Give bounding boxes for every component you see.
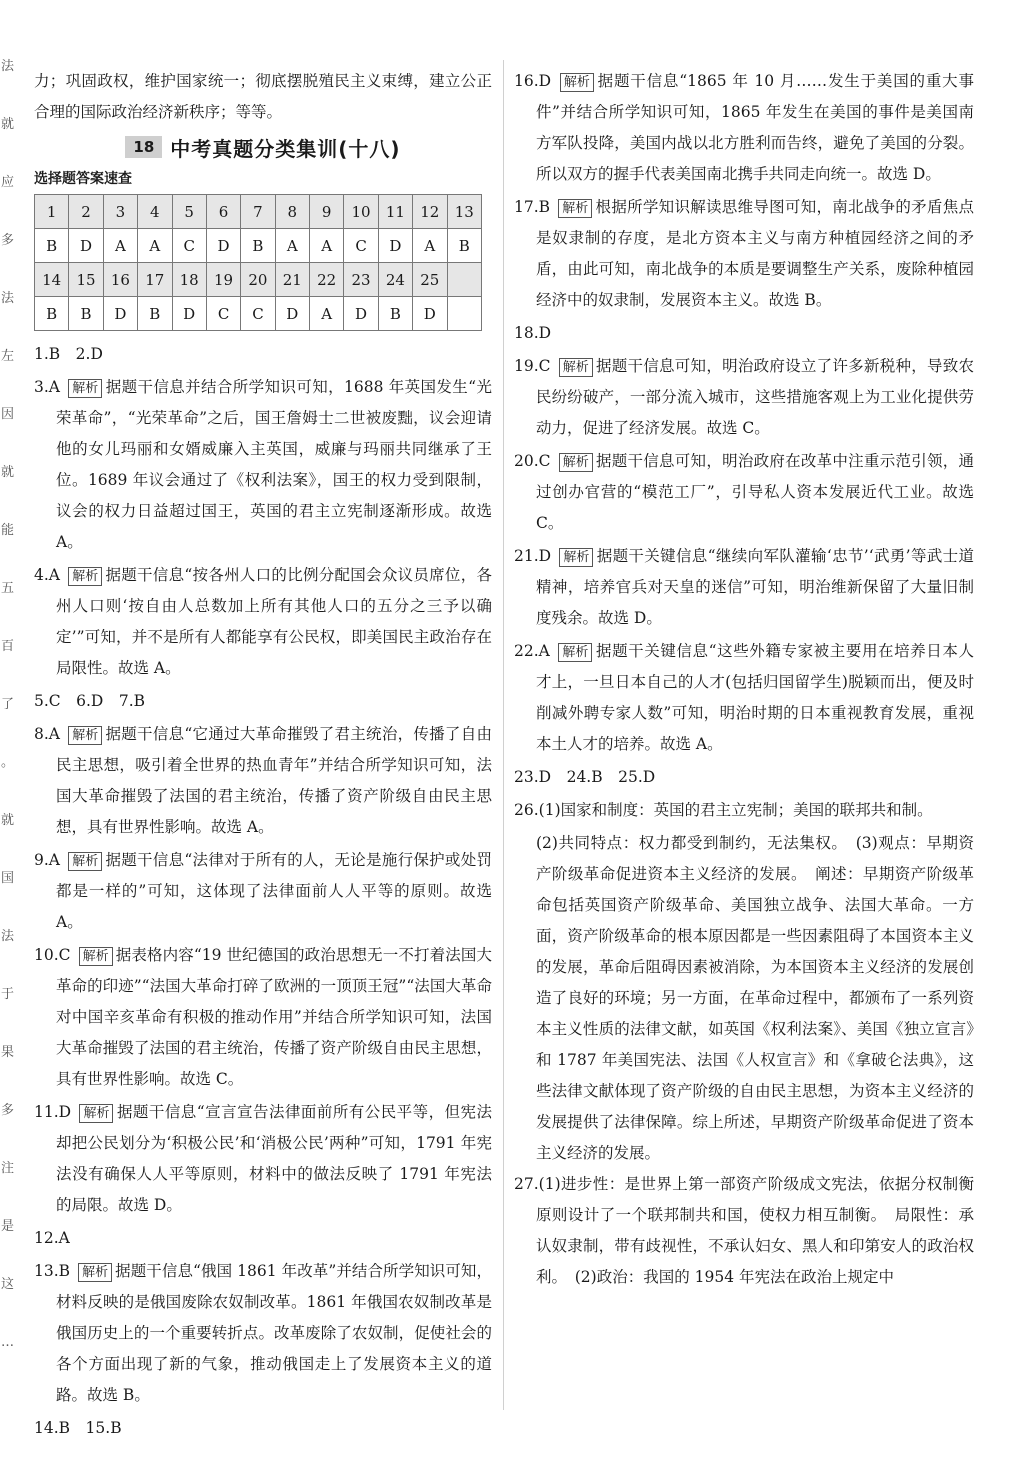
margin-char: 多 — [1, 233, 15, 248]
question-number-cell: 4 — [138, 195, 172, 229]
right-column — [514, 66, 974, 1295]
answer-key: 19.C — [514, 357, 551, 375]
right-answer-list — [514, 66, 974, 1293]
answer-key: 22.A — [514, 642, 550, 660]
answer-key: 21.D — [514, 547, 552, 565]
question-number-cell: 23 — [344, 263, 378, 297]
answer-table — [34, 194, 482, 331]
answer-key: 14.B 15.B — [34, 1419, 122, 1437]
margin-char: 五 — [1, 581, 15, 596]
margin-char: 是 — [1, 1219, 15, 1234]
answer-cell: A — [310, 297, 344, 331]
margin-char: 因 — [1, 407, 15, 422]
analysis-tag: 解析 — [68, 567, 102, 586]
question-number-cell: 18 — [172, 263, 206, 297]
answer-explanation: 根据所学知识解读思维导图可知，南北战争的矛盾焦点是奴隶制的存度，是北方资本主义与南方种植园经济之间的矛盾，由此可知，南北战争的本质是要调整生产关系，废除种植园经济中的奴隶制，发展资本主义。故选 B。 — [536, 198, 974, 309]
answer-key: 17.B — [514, 198, 551, 216]
left-answer-list — [34, 339, 492, 1444]
answer-item — [514, 66, 974, 190]
margin-char: 多 — [1, 1103, 15, 1118]
margin-char: 就 — [1, 117, 15, 132]
answer-cell: B — [378, 297, 412, 331]
answer-explanation: 据题干信息并结合所学知识可知，1688 年英国发生“光荣革命”，“光荣革命”之后，国王詹姆士二世被废黜，议会迎请他的女儿玛丽和女婿威廉入主英国，威廉与玛丽共同继承了王位。1689 年议会通过了《权利法案》，国王的权力受到限制，议会的权力日益超过国王，英国的君主立宪制逐渐形成。故选 A。 — [56, 378, 492, 551]
answer-cell: A — [413, 229, 447, 263]
question-number-cell: 2 — [69, 195, 103, 229]
answer-item — [514, 1169, 974, 1293]
question-number-cell: 24 — [378, 263, 412, 297]
left-margin-bleed — [0, 60, 14, 1420]
answer-explanation: 据题干信息“俄国 1861 年改革”并结合所学知识可知，材料反映的是俄国废除农奴制改革。1861 年俄国农奴制改革是俄国历史上的一个重要转折点。改革废除了农奴制，促使社会的各个方面出现了新的气象，推动俄国走上了发展资本主义的道路。故选 B。 — [56, 1262, 492, 1404]
margin-char: 应 — [1, 175, 15, 190]
answer-cell: A — [103, 229, 137, 263]
answer-key: 3.A — [34, 378, 60, 396]
answer-cell: D — [344, 297, 378, 331]
answer-key: 10.C — [34, 946, 71, 964]
answer-explanation: 据题干信息“按各州人口的比例分配国会众议员席位，各州人口则‘按自由人总数加上所有其他人口的五分之三予以确定’”可知，并不是所有人都能享有公民权，即美国民主政治存在局限性。故选 A。 — [56, 566, 492, 677]
answer-table-label: 选择题答案速查 — [34, 171, 132, 187]
margin-char: 法 — [1, 291, 15, 306]
answer-key: 13.B — [34, 1262, 71, 1280]
question-number-cell: 16 — [103, 263, 137, 297]
answer-item — [514, 541, 974, 634]
answer-item — [514, 795, 974, 826]
answer-cell: D — [103, 297, 137, 331]
margin-char: … — [1, 1335, 14, 1350]
answer-item — [34, 560, 492, 684]
question-number-cell: 21 — [275, 263, 309, 297]
answer-explanation: 据题干信息“1865 年 10 月……发生于美国的重大事件”并结合所学知识可知，1865 年发生在美国的事件是美国南方军队投降，美国内战以北方胜利而告终，避免了美国的分裂。所以双方的握手代表美国南北携手共同走向统一。故选 D。 — [536, 72, 974, 183]
question-number-cell — [447, 263, 482, 297]
margin-char: 就 — [1, 813, 15, 828]
question-number-cell: 3 — [103, 195, 137, 229]
answer-item — [34, 1413, 492, 1444]
question-number-cell: 1 — [35, 195, 69, 229]
margin-char: 于 — [1, 987, 15, 1002]
answer-item — [514, 351, 974, 444]
section-header — [34, 132, 492, 162]
analysis-tag: 解析 — [558, 199, 592, 218]
answer-explanation: 据题干信息“它通过大革命摧毁了君主统治，传播了自由民主思想，吸引着全世界的热血青年”并结合所学知识可知，法国大革命摧毁了法国的君主统治，传播了资产阶级自由民主思想，具有世界性影响。故选 A。 — [56, 725, 492, 836]
answer-cell: A — [275, 229, 309, 263]
analysis-tag: 解析 — [79, 1104, 113, 1123]
answer-cell: A — [138, 229, 172, 263]
question-number-cell: 11 — [378, 195, 412, 229]
question-number-cell: 9 — [310, 195, 344, 229]
question-number-cell: 7 — [241, 195, 275, 229]
question-number-cell: 6 — [206, 195, 240, 229]
answer-cell: D — [275, 297, 309, 331]
answer-cell: C — [344, 229, 378, 263]
answer-explanation: 据题干关键信息“继续向军队灌输‘忠节’‘武勇’等武士道精神，培养官兵对天皇的迷信”可知，明治维新保留了大量旧制度残余。故选 D。 — [536, 547, 974, 627]
answer-item — [514, 762, 974, 793]
answer-cell: B — [447, 229, 482, 263]
answer-explanation: 据题干关键信息“这些外籍专家被主要用在培养日本人才上，一旦日本自己的人才(包括归国留学生)脱颖而出，便及时削减外聘专家人数”可知，明治时期的日本重视教育发展，重视本土人才的培养。故选 A。 — [536, 642, 974, 753]
question-number-cell: 15 — [69, 263, 103, 297]
answer-cell: B — [35, 297, 69, 331]
margin-char: 法 — [1, 59, 15, 74]
answer-item — [34, 845, 492, 938]
analysis-tag: 解析 — [68, 852, 102, 871]
margin-char: 百 — [1, 639, 15, 654]
margin-char: 法 — [1, 929, 15, 944]
answer-key: 11.D — [34, 1103, 72, 1121]
answer-cell: B — [69, 297, 103, 331]
answer-key: 26. — [514, 801, 539, 819]
answer-key: 12.A — [34, 1229, 70, 1247]
answer-item — [34, 1097, 492, 1221]
answer-cell: D — [69, 229, 103, 263]
analysis-tag: 解析 — [79, 947, 113, 966]
answer-item — [34, 1256, 492, 1411]
analysis-tag: 解析 — [559, 358, 593, 377]
answer-key: 27. — [514, 1175, 539, 1193]
answer-item — [514, 318, 974, 349]
answer-cell: D — [413, 297, 447, 331]
answer-cell: D — [206, 229, 240, 263]
answer-explanation: 据题干信息可知，明治政府在改革中注重示范引领，通过创办官营的“模范工厂”，引导私人资本发展近代工业。故选 C。 — [536, 452, 974, 532]
analysis-tag: 解析 — [68, 379, 102, 398]
answer-key: 16.D — [514, 72, 552, 90]
answer-explanation: (1)国家和制度：英国的君主立宪制；美国的联邦共和制。 — [538, 801, 933, 819]
margin-char: 这 — [1, 1277, 15, 1292]
question-number-cell: 5 — [172, 195, 206, 229]
answer-subpart: (2)共同特点：权力都受到制约，无法集权。 (3)观点：早期资产阶级革命促进资本主义经济的发展。 阐述：早期资产阶级革命包括英国资产阶级革命、美国独立战争、法国大革命。一方面，资产阶级革命的根本原因都是一些因素阻碍了本国资本主义的发展，革命后阻碍因素被消除，为本国资本主义经济的发展创造了良好的环境；另一方面，在革命过程中，都颁布了一系列资本主义性质的法律文献，如英国《权利法案》、美国《独立宣言》和 1787 年美国宪法、法国《人权宣言》和《拿破仑法典》，这些法律文献体现了资产阶级的自由民主思想，为资本主义经济的发展提供了法律保障。综上所述，早期资产阶级革命促进了资本主义经济的发展。 — [536, 834, 974, 1162]
answer-item — [34, 339, 492, 370]
question-number-cell: 13 — [447, 195, 482, 229]
question-number-cell: 10 — [344, 195, 378, 229]
analysis-tag: 解析 — [559, 453, 593, 472]
answer-explanation: 据题干信息“宣言宣告法律面前所有公民平等，但宪法却把公民划分为‘积极公民’和‘消极公民’两种”可知，1791 年宪法没有确保人人平等原则，材料中的做法反映了 1791 年宪法的局限。故选 D。 — [56, 1103, 492, 1214]
analysis-tag: 解析 — [559, 548, 593, 567]
section-number: 18 — [125, 136, 162, 158]
answer-key: 4.A — [34, 566, 60, 584]
answer-cell: C — [206, 297, 240, 331]
answer-item — [514, 636, 974, 760]
analysis-tag: 解析 — [78, 1263, 112, 1282]
margin-char: 左 — [1, 349, 15, 364]
answer-cell: B — [35, 229, 69, 263]
margin-char: 了 — [1, 697, 15, 712]
answer-row — [35, 229, 482, 263]
answer-key: 20.C — [514, 452, 551, 470]
answer-cell: C — [241, 297, 275, 331]
answer-cell: D — [172, 297, 206, 331]
answer-key: 1.B 2.D — [34, 345, 103, 363]
margin-char: 果 — [1, 1045, 15, 1060]
continued-answer: 力；巩固政权，维护国家统一；彻底摆脱殖民主义束缚，建立公正合理的国际政治经济新秩序；等等。 — [34, 72, 492, 121]
margin-char: 注 — [1, 1161, 15, 1176]
answer-explanation: 据题干信息“法律对于所有的人，无论是施行保护或处罚都是一样的”可知，这体现了法律面前人人平等的原则。故选 A。 — [56, 851, 492, 931]
answer-item — [34, 940, 492, 1095]
answer-item — [34, 719, 492, 843]
question-number-row — [35, 195, 482, 229]
left-column — [34, 66, 492, 1446]
section-title: 中考真题分类集训(十八) — [170, 136, 401, 161]
answer-cell: A — [310, 229, 344, 263]
answer-key: 5.C 6.D 7.B — [34, 692, 146, 710]
answer-explanation: 据题干信息可知，明治政府设立了许多新税种，导致农民纷纷破产，一部分流入城市，这些措施客观上为工业化提供劳动力，促进了经济发展。故选 C。 — [536, 357, 974, 437]
answer-cell: C — [172, 229, 206, 263]
margin-char: 就 — [1, 465, 15, 480]
question-number-cell: 12 — [413, 195, 447, 229]
margin-char: 能 — [1, 523, 15, 538]
margin-char: 国 — [1, 871, 15, 886]
question-number-cell: 22 — [310, 263, 344, 297]
analysis-tag: 解析 — [68, 726, 102, 745]
answer-explanation: 据表格内容“19 世纪德国的政治思想无一不打着法国大革命的印迹”“法国大革命打碎了欧洲的一顶顶王冠”“法国大革命对中国辛亥革命有积极的推动作用”并结合所学知识可知，法国大革命摧毁了法国的君主统治，传播了资产阶级自由民主思想，具有世界性影响。故选 C。 — [56, 946, 492, 1088]
question-number-cell: 20 — [241, 263, 275, 297]
answer-cell: D — [378, 229, 412, 263]
question-number-row — [35, 263, 482, 297]
answer-key: 18.D — [514, 324, 552, 342]
answer-item — [514, 446, 974, 539]
answer-key: 23.D 24.B 25.D — [514, 768, 656, 786]
answer-row — [35, 297, 482, 331]
answer-item — [34, 372, 492, 558]
answer-explanation: (1)进步性：是世界上第一部资产阶级成文宪法，依据分权制衡原则设计了一个联邦制共和国，使权力相互制衡。 局限性：承认奴隶制，带有歧视性，不承认妇女、黑人和印第安人的政治权利。 (2)政治：我国的 1954 年宪法在政治上规定中 — [536, 1175, 974, 1286]
answer-item — [514, 192, 974, 316]
answer-item — [34, 1223, 492, 1254]
question-number-cell: 25 — [413, 263, 447, 297]
answer-key: 8.A — [34, 725, 60, 743]
answer-item — [34, 686, 492, 717]
question-number-cell: 19 — [206, 263, 240, 297]
margin-char: 。 — [1, 755, 15, 770]
question-number-cell: 8 — [275, 195, 309, 229]
analysis-tag: 解析 — [560, 73, 594, 92]
answer-cell: B — [138, 297, 172, 331]
answer-cell — [447, 297, 482, 331]
question-number-cell: 14 — [35, 263, 69, 297]
question-number-cell: 17 — [138, 263, 172, 297]
answer-cell: B — [241, 229, 275, 263]
column-divider — [503, 60, 504, 1410]
analysis-tag: 解析 — [558, 643, 592, 662]
answer-key: 9.A — [34, 851, 60, 869]
